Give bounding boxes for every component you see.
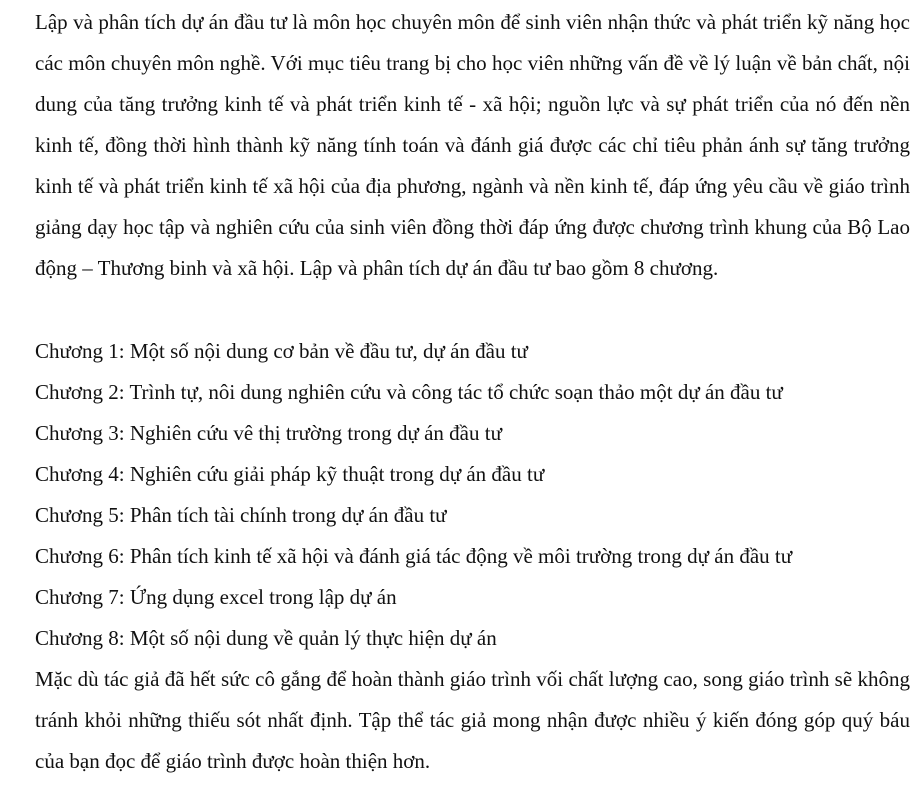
chapter-item: Chương 7: Ứng dụng excel trong lập dự án: [35, 585, 397, 609]
chapter-item: Chương 3: Nghiên cứu vê thị trường trong dự án đầu tư: [35, 421, 502, 445]
chapter-item: Chương 1: Một số nội dung cơ bản về đầu tư, dự án đầu tư: [35, 339, 528, 363]
chapter-item: Chương 8: Một số nội dung về quản lý thực hiện dự án: [35, 626, 497, 650]
closing-paragraph: Mặc dù tác giả đã hết sức cô gắng để hoàn thành giáo trình vối chất lượng cao, song giáo trình sẽ không tránh khỏi những thiếu sót nhất định. Tập thể tác giả mong nhận được nhiều ý kiến đóng góp quý báu của bạn đọc để giáo trình được hoàn thiện hơn.: [35, 667, 910, 773]
chapter-item: Chương 4: Nghiên cứu giải pháp kỹ thuật trong dự án đầu tư: [35, 462, 545, 486]
intro-paragraph: Lập và phân tích dự án đầu tư là môn học chuyên môn để sinh viên nhận thức và phát triển kỹ năng học các môn chuyên môn nghề. Với mục tiêu trang bị cho học viên những vấn đề về lý luận về bản chất, nội dung của tăng trưởng kinh tế và phát triển kinh tế - xã hội; nguồn lực và sự phát triển của nó đến nền kinh tế, đồng thời hình thành kỹ năng tính toán và đánh giá được các chỉ tiêu phản ánh sự tăng trưởng kinh tế và phát triển kinh tế xã hội của địa phương, ngành và nền kinh tế, đáp ứng yêu cầu về giáo trình giảng dạy học tập và nghiên cứu của sinh viên đồng thời đáp ứng được chương trình khung của Bộ Lao động – Thương binh và xã hội. Lập và phân tích dự án đầu tư bao gồm 8 chương.: [35, 10, 910, 280]
chapter-item: Chương 2: Trình tự, nôi dung nghiên cứu và công tác tổ chức soạn thảo một dự án đầu tư: [35, 380, 783, 404]
chapter-item: Chương 6: Phân tích kinh tế xã hội và đánh giá tác động về môi trường trong dự án đầu tư: [35, 544, 793, 568]
chapter-item: Chương 5: Phân tích tài chính trong dự án đầu tư: [35, 503, 447, 527]
chapter-list: [35, 331, 910, 659]
